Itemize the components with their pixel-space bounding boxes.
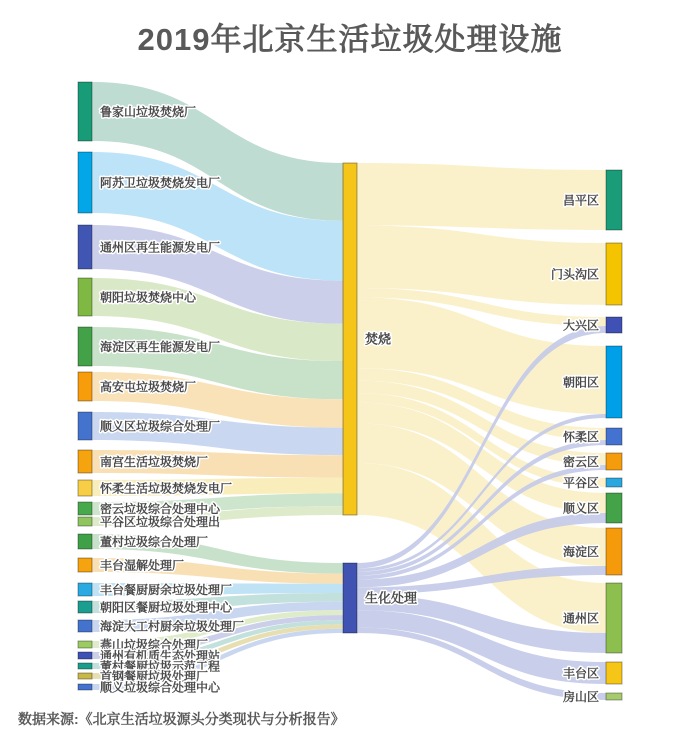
- sankey-node-label-haidian-dgc: 海淀大工村厨余垃圾处理厂: [100, 619, 245, 634]
- sankey-node-label-pinggu-q: 平谷区: [562, 476, 599, 490]
- sankey-node-label-chaoyang-cc: 朝阳区餐厨垃圾处理中心: [100, 600, 233, 615]
- sankey-node-dongcun-cc[interactable]: [78, 663, 92, 669]
- chart-title: 2019年北京生活垃圾处理设施: [137, 22, 563, 57]
- sankey-node-mentougou[interactable]: [606, 243, 622, 305]
- sankey-node-chaoyang-fs[interactable]: [78, 278, 92, 316]
- sankey-node-shunyi-zh[interactable]: [78, 412, 92, 440]
- sankey-node-miyun-zh[interactable]: [78, 502, 92, 515]
- sankey-node-label-pinggu-zh: 平谷区垃圾综合处理出: [100, 515, 221, 529]
- sankey-node-chaoyang-q[interactable]: [606, 346, 622, 418]
- sankey-node-shunyi-zx[interactable]: [78, 684, 92, 690]
- sankey-node-label-shunyi-zx: 顺义垃圾综合处理中心: [100, 680, 221, 695]
- sankey-node-lujiashan[interactable]: [78, 82, 92, 141]
- sankey-node-label-gaoantun: 高安屯垃圾焚烧厂: [100, 380, 197, 394]
- sankey-node-label-asuwei: 阿苏卫垃圾焚烧发电厂: [100, 176, 221, 190]
- sankey-node-label-tongzhou-q: 通州区: [562, 611, 599, 626]
- sankey-node-label-fengtai-cc: 丰台餐厨厨余垃圾处理厂: [100, 583, 233, 597]
- sankey-node-label-fengtai-q: 丰台区: [562, 666, 599, 681]
- sankey-node-label-dongcun-zh: 董村垃圾综合处理厂: [100, 535, 209, 549]
- sankey-node-fengtai-sj[interactable]: [78, 558, 92, 572]
- sankey-node-fangshan-q[interactable]: [606, 693, 622, 700]
- sankey-node-label-tongzhou-zs: 通州区再生能源发电厂: [100, 240, 221, 255]
- sankey-node-tongzhou-yjz[interactable]: [78, 652, 92, 659]
- sankey-node-huairou-q[interactable]: [606, 428, 622, 445]
- sankey-node-chaoyang-cc[interactable]: [78, 601, 92, 613]
- sankey-node-huairou-fs[interactable]: [78, 480, 92, 496]
- sankey-node-label-fengtai-sj: 丰台湿解处理厂: [100, 558, 185, 573]
- sankey-node-tongzhou-q[interactable]: [606, 583, 622, 653]
- sankey-node-label-chaoyang-q: 朝阳区: [562, 375, 599, 390]
- sankey-node-label-daxing: 大兴区: [562, 318, 599, 333]
- sankey-node-label-shenghua: 生化处理: [365, 590, 418, 606]
- sankey-node-label-shougang-cc: 首钢餐厨垃圾处理厂: [100, 669, 209, 684]
- sankey-node-shougang-cc[interactable]: [78, 673, 92, 679]
- sankey-node-label-changping: 昌平区: [562, 193, 599, 208]
- sankey-node-fengtai-q[interactable]: [606, 662, 622, 684]
- sankey-node-gaoantun[interactable]: [78, 372, 92, 401]
- sankey-node-pinggu-q[interactable]: [606, 478, 622, 487]
- sankey-node-fengtai-cc[interactable]: [78, 583, 92, 596]
- sankey-node-pinggu-zh[interactable]: [78, 517, 92, 526]
- sankey-node-daxing[interactable]: [606, 317, 622, 333]
- sankey-node-label-chaoyang-fs: 朝阳垃圾焚烧中心: [100, 290, 197, 305]
- sankey-node-dongcun-zh[interactable]: [78, 534, 92, 549]
- sankey-node-label-shunyi-q: 顺义区: [562, 501, 599, 516]
- sankey-node-haidian-q[interactable]: [606, 528, 622, 575]
- sankey-node-changping[interactable]: [606, 170, 622, 230]
- sankey-node-label-huairou-q: 怀柔区: [562, 430, 599, 444]
- sankey-node-nangong[interactable]: [78, 450, 92, 473]
- data-source-note: 数据来源:《北京生活垃圾源头分类现状与分析报告》: [18, 711, 345, 727]
- sankey-node-miyun-q[interactable]: [606, 453, 622, 470]
- sankey-node-label-lujiashan: 鲁家山垃圾焚烧厂: [100, 105, 197, 119]
- sankey-node-asuwei[interactable]: [78, 152, 92, 213]
- sankey-node-fenshao[interactable]: [343, 163, 357, 515]
- sankey-node-shenghua[interactable]: [343, 563, 357, 633]
- sankey-node-label-huairou-fs: 怀柔生活垃圾焚烧发电厂: [100, 481, 233, 496]
- sankey-node-label-haidian-q: 海淀区: [562, 545, 599, 559]
- sankey-node-label-yanshan-zh: 燕山垃圾综合处理厂: [100, 638, 209, 652]
- sankey-node-label-fangshan-q: 房山区: [562, 690, 599, 704]
- sankey-node-label-haidian-zs: 海淀区再生能源发电厂: [100, 340, 221, 354]
- sankey-node-shunyi-q[interactable]: [606, 493, 622, 523]
- sankey-node-label-dongcun-cc: 董村餐厨垃圾示范工程: [100, 659, 221, 674]
- sankey-node-label-nangong: 南宫生活垃圾焚烧厂: [100, 455, 209, 469]
- sankey-node-label-miyun-zh: 密云垃圾综合处理中心: [100, 502, 221, 516]
- sankey-node-label-miyun-q: 密云区: [562, 455, 599, 469]
- sankey-node-tongzhou-zs[interactable]: [78, 225, 92, 269]
- sankey-node-label-tongzhou-yjz: 通州有机质生态处理站: [100, 649, 221, 663]
- sankey-node-label-fenshao: 焚烧: [365, 331, 392, 347]
- sankey-node-yanshan-zh[interactable]: [78, 641, 92, 648]
- sankey-node-label-shunyi-zh: 顺义区垃圾综合处理厂: [100, 419, 221, 434]
- sankey-node-label-mentougou: 门头沟区: [550, 267, 599, 282]
- sankey-node-haidian-dgc[interactable]: [78, 620, 92, 632]
- sankey-node-haidian-zs[interactable]: [78, 327, 92, 366]
